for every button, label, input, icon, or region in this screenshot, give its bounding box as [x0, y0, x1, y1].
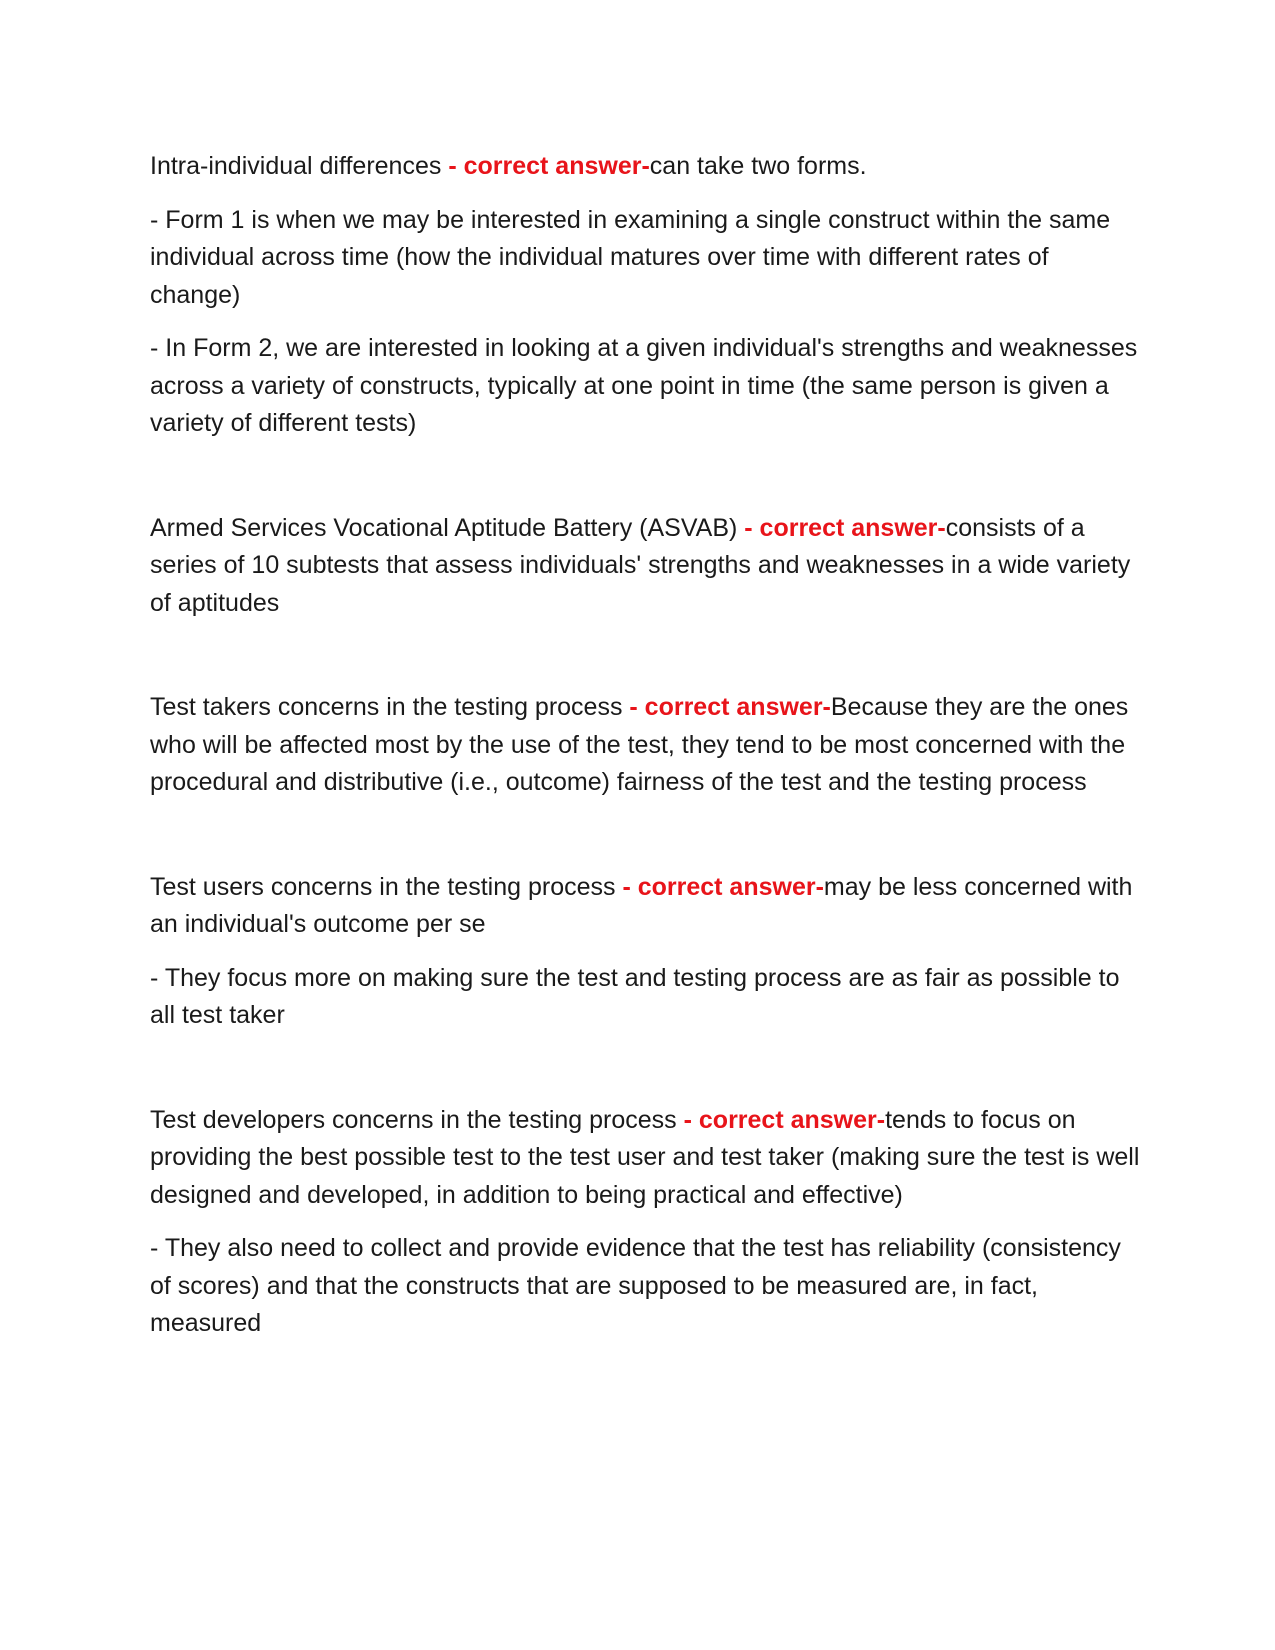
- answer-separator: - correct answer-: [629, 693, 831, 721]
- definition: tends to focus on providing the best possible test to the test user and test taker (making sure the test is well designed and developed, in addition to being practical and effective): [150, 1105, 1140, 1209]
- detail-paragraph: - In Form 2, we are interested in looking at a given individual's strengths and weaknesses across a variety of constructs, typically at one point in time (the same person is given a variety of different tests): [150, 334, 1138, 437]
- term: Test takers concerns in the testing process: [150, 693, 630, 721]
- flashcard-entry-asvab: [150, 510, 1140, 623]
- term: Test users concerns in the testing process: [150, 872, 623, 901]
- flashcard-question-answer: [150, 689, 1140, 802]
- flashcard-entry-test-takers: [150, 689, 1140, 802]
- flashcard-entry-intra-individual: [150, 148, 1140, 443]
- term: Intra-individual differences: [150, 152, 449, 180]
- flashcard-question-answer: [150, 1102, 1140, 1215]
- answer-separator: - correct answer-: [448, 152, 650, 180]
- term: Armed Services Vocational Aptitude Battery (ASVAB): [150, 513, 745, 542]
- term: Test developers concerns in the testing process: [150, 1105, 684, 1134]
- flashcard-question-answer: [150, 510, 1140, 623]
- answer-separator: - correct answer-: [744, 513, 946, 542]
- detail-paragraph: - They also need to collect and provide evidence that the test has reliability (consistency of scores) and that the constructs that are supposed to be measured are, in fact, measured: [150, 1234, 1121, 1337]
- flashcard-question-answer: [150, 869, 1140, 944]
- definition: consists of a series of 10 subtests that assess individuals' strengths and weaknesses in a wide variety of aptitudes: [150, 513, 1131, 617]
- detail-paragraph: - They focus more on making sure the test and testing process are as fair as possible to all test taker: [150, 963, 1120, 1029]
- flashcard-list: [150, 148, 1140, 1343]
- definition: may be less concerned with an individual's outcome per se: [150, 872, 1133, 938]
- flashcard-entry-test-developers: [150, 1102, 1140, 1343]
- flashcard-entry-test-users: [150, 869, 1140, 1035]
- answer-separator: - correct answer-: [622, 872, 824, 901]
- definition: can take two forms.: [649, 152, 867, 180]
- flashcard-question-answer: [150, 148, 1140, 186]
- definition: Because they are the ones who will be affected most by the use of the test, they tend to be most concerned with the procedural and distributive (i.e., outcome) fairness of the test and the testing process: [150, 693, 1129, 796]
- detail-paragraph: - Form 1 is when we may be interested in examining a single construct within the same individual across time (how the individual matures over time with different rates of change): [150, 205, 1111, 309]
- answer-separator: - correct answer-: [683, 1105, 886, 1134]
